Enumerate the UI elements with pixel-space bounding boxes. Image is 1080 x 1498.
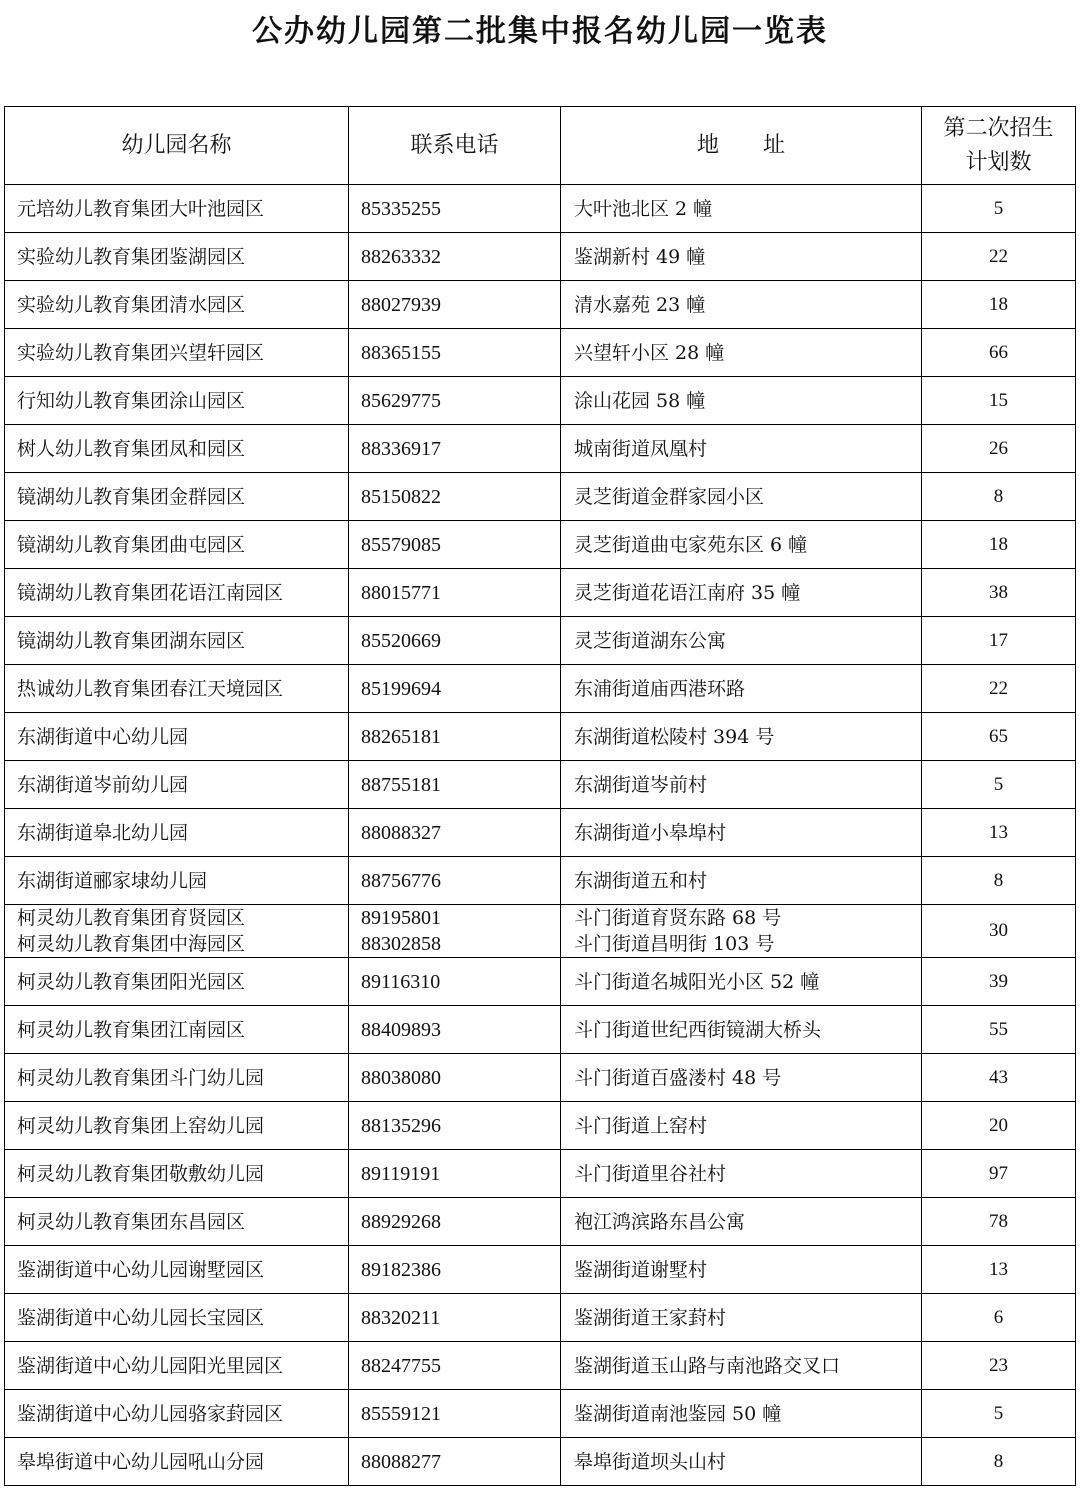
phone-number: 88929268 bbox=[361, 1210, 441, 1233]
phone-number: 89119191 bbox=[361, 1162, 441, 1185]
kindergarten-name-cell bbox=[5, 233, 349, 281]
address-text: 鉴湖街道谢墅村 bbox=[574, 1258, 708, 1281]
table-row bbox=[5, 569, 1076, 617]
kindergarten-name: 东湖街道岑前幼儿园 bbox=[17, 773, 189, 796]
address-cell bbox=[561, 857, 922, 905]
address-cell bbox=[561, 377, 922, 425]
phone-cell bbox=[349, 1438, 561, 1486]
table-row bbox=[5, 905, 1076, 958]
kindergarten-name-cell bbox=[5, 473, 349, 521]
kindergarten-name-cell bbox=[5, 1198, 349, 1246]
phone-cell bbox=[349, 713, 561, 761]
plan-count-cell: 38 bbox=[922, 569, 1076, 617]
phone-number: 85629775 bbox=[361, 389, 441, 412]
address-text: 灵芝街道花语江南府 35 幢 bbox=[574, 581, 801, 604]
table-row bbox=[5, 473, 1076, 521]
phone-cell bbox=[349, 1150, 561, 1198]
table-row bbox=[5, 958, 1076, 1006]
plan-count-cell: 5 bbox=[922, 1390, 1076, 1438]
phone-cell bbox=[349, 905, 561, 958]
plan-count-cell: 8 bbox=[922, 857, 1076, 905]
address-cell bbox=[561, 958, 922, 1006]
kindergarten-name-cell bbox=[5, 1390, 349, 1438]
phone-number: 88027939 bbox=[361, 293, 441, 316]
header-address: 地 址 bbox=[561, 107, 922, 185]
address-cell bbox=[561, 329, 922, 377]
address-text: 东湖街道小皋埠村 bbox=[574, 821, 727, 844]
address-cell bbox=[561, 1102, 922, 1150]
kindergarten-name-cell bbox=[5, 329, 349, 377]
kindergarten-name: 鉴湖街道中心幼儿园阳光里园区 bbox=[17, 1354, 284, 1377]
phone-number: 88263332 bbox=[361, 245, 441, 268]
kindergarten-name-cell bbox=[5, 1006, 349, 1054]
address-cell bbox=[561, 1390, 922, 1438]
address-text: 东浦街道庙西港环路 bbox=[574, 677, 746, 700]
address-cell bbox=[561, 521, 922, 569]
phone-number: 88088327 bbox=[361, 821, 441, 844]
kindergarten-name-cell bbox=[5, 713, 349, 761]
address-text: 鉴湖街道玉山路与南池路交叉口 bbox=[574, 1354, 841, 1377]
phone-cell bbox=[349, 958, 561, 1006]
phone-number: 88336917 bbox=[361, 437, 441, 460]
header-phone: 联系电话 bbox=[349, 107, 561, 185]
table-row bbox=[5, 1150, 1076, 1198]
address-text: 斗门街道上窑村 bbox=[574, 1114, 708, 1137]
address-text: 清水嘉苑 23 幢 bbox=[574, 293, 706, 316]
plan-count-cell: 5 bbox=[922, 761, 1076, 809]
kindergarten-name: 柯灵幼儿教育集团上窑幼儿园 bbox=[17, 1114, 265, 1137]
phone-number: 88756776 bbox=[361, 869, 441, 892]
address-text: 皋埠街道坝头山村 bbox=[574, 1450, 727, 1473]
plan-count-cell: 5 bbox=[922, 185, 1076, 233]
table-row bbox=[5, 1294, 1076, 1342]
address-text: 斗门街道昌明街 103 号 bbox=[574, 933, 775, 955]
table-row bbox=[5, 1342, 1076, 1390]
kindergarten-name-cell bbox=[5, 1246, 349, 1294]
phone-cell bbox=[349, 665, 561, 713]
kindergarten-name: 柯灵幼儿教育集团斗门幼儿园 bbox=[17, 1066, 265, 1089]
address-text: 鉴湖街道南池鉴园 50 幢 bbox=[574, 1402, 782, 1425]
plan-count-cell: 26 bbox=[922, 425, 1076, 473]
phone-cell bbox=[349, 521, 561, 569]
address-cell bbox=[561, 1006, 922, 1054]
plan-count-cell: 8 bbox=[922, 1438, 1076, 1486]
address-text: 斗门街道百盛溇村 48 号 bbox=[574, 1066, 782, 1089]
table-row bbox=[5, 425, 1076, 473]
phone-cell bbox=[349, 809, 561, 857]
plan-count-cell: 39 bbox=[922, 958, 1076, 1006]
address-text: 东湖街道岑前村 bbox=[574, 773, 708, 796]
phone-number: 88755181 bbox=[361, 773, 441, 796]
phone-cell bbox=[349, 425, 561, 473]
header-plan-count: 第二次招生 计划数 bbox=[922, 107, 1076, 185]
kindergarten-name: 镜湖幼儿教育集团曲屯园区 bbox=[17, 533, 246, 556]
phone-number: 89195801 bbox=[361, 907, 441, 929]
address-text: 斗门街道育贤东路 68 号 bbox=[574, 907, 782, 929]
phone-number: 85520669 bbox=[361, 629, 441, 652]
kindergarten-name-cell bbox=[5, 809, 349, 857]
kindergarten-name: 热诚幼儿教育集团春江天境园区 bbox=[17, 677, 284, 700]
address-text: 东湖街道五和村 bbox=[574, 869, 708, 892]
address-cell bbox=[561, 185, 922, 233]
table-row bbox=[5, 281, 1076, 329]
address-cell bbox=[561, 1438, 922, 1486]
table-row bbox=[5, 617, 1076, 665]
table-row bbox=[5, 761, 1076, 809]
address-cell bbox=[561, 233, 922, 281]
table-row bbox=[5, 857, 1076, 905]
table-row bbox=[5, 377, 1076, 425]
phone-cell bbox=[349, 281, 561, 329]
kindergarten-name: 实验幼儿教育集团鉴湖园区 bbox=[17, 245, 246, 268]
plan-count-cell: 18 bbox=[922, 281, 1076, 329]
address-text: 斗门街道名城阳光小区 52 幢 bbox=[574, 970, 820, 993]
phone-cell bbox=[349, 1198, 561, 1246]
table-row bbox=[5, 713, 1076, 761]
phone-cell bbox=[349, 1006, 561, 1054]
kindergarten-name-cell bbox=[5, 761, 349, 809]
phone-cell bbox=[349, 1054, 561, 1102]
table-row bbox=[5, 1246, 1076, 1294]
phone-cell bbox=[349, 233, 561, 281]
phone-number: 88038080 bbox=[361, 1066, 441, 1089]
plan-count-cell: 55 bbox=[922, 1006, 1076, 1054]
address-cell bbox=[561, 569, 922, 617]
kindergarten-name-cell bbox=[5, 1054, 349, 1102]
address-cell bbox=[561, 761, 922, 809]
kindergarten-name: 皋埠街道中心幼儿园吼山分园 bbox=[17, 1450, 265, 1473]
address-text: 灵芝街道金群家园小区 bbox=[574, 485, 765, 508]
plan-count-cell: 97 bbox=[922, 1150, 1076, 1198]
phone-cell bbox=[349, 185, 561, 233]
phone-number: 89182386 bbox=[361, 1258, 441, 1281]
kindergarten-name: 鉴湖街道中心幼儿园谢墅园区 bbox=[17, 1258, 265, 1281]
phone-number: 85335255 bbox=[361, 197, 441, 220]
kindergarten-name-cell bbox=[5, 857, 349, 905]
kindergarten-name: 树人幼儿教育集团凤和园区 bbox=[17, 437, 246, 460]
kindergarten-name-cell bbox=[5, 905, 349, 958]
address-text: 斗门街道世纪西街镜湖大桥头 bbox=[574, 1018, 822, 1041]
phone-cell bbox=[349, 1102, 561, 1150]
plan-count-cell: 6 bbox=[922, 1294, 1076, 1342]
table-row bbox=[5, 1006, 1076, 1054]
kindergarten-name: 柯灵幼儿教育集团阳光园区 bbox=[17, 970, 246, 993]
plan-count-cell: 13 bbox=[922, 1246, 1076, 1294]
phone-number: 88247755 bbox=[361, 1354, 441, 1377]
kindergarten-name: 实验幼儿教育集团兴望轩园区 bbox=[17, 341, 265, 364]
kindergarten-name: 柯灵幼儿教育集团江南园区 bbox=[17, 1018, 246, 1041]
plan-count-cell: 43 bbox=[922, 1054, 1076, 1102]
address-text: 斗门街道里谷社村 bbox=[574, 1162, 727, 1185]
address-cell bbox=[561, 281, 922, 329]
plan-count-cell: 22 bbox=[922, 233, 1076, 281]
table-row bbox=[5, 185, 1076, 233]
table-row bbox=[5, 1198, 1076, 1246]
kindergarten-name-cell bbox=[5, 617, 349, 665]
kindergarten-name-cell bbox=[5, 665, 349, 713]
table-row bbox=[5, 1390, 1076, 1438]
plan-count-cell: 18 bbox=[922, 521, 1076, 569]
table-body bbox=[5, 185, 1076, 1486]
table-row bbox=[5, 329, 1076, 377]
plan-count-cell: 78 bbox=[922, 1198, 1076, 1246]
address-text: 灵芝街道湖东公寓 bbox=[574, 629, 727, 652]
kindergarten-name-cell bbox=[5, 569, 349, 617]
phone-cell bbox=[349, 1342, 561, 1390]
address-text: 鉴湖街道王家葑村 bbox=[574, 1306, 727, 1329]
kindergarten-name-cell bbox=[5, 425, 349, 473]
kindergarten-name: 鉴湖街道中心幼儿园长宝园区 bbox=[17, 1306, 265, 1329]
phone-number: 88365155 bbox=[361, 341, 441, 364]
kindergarten-name: 实验幼儿教育集团清水园区 bbox=[17, 293, 246, 316]
address-cell bbox=[561, 1198, 922, 1246]
address-text: 大叶池北区 2 幢 bbox=[574, 197, 713, 220]
phone-number: 88265181 bbox=[361, 725, 441, 748]
phone-cell bbox=[349, 1390, 561, 1438]
address-cell bbox=[561, 1342, 922, 1390]
kindergarten-name: 东湖街道中心幼儿园 bbox=[17, 725, 189, 748]
kindergarten-name: 柯灵幼儿教育集团育贤园区 bbox=[17, 907, 246, 929]
plan-count-cell: 8 bbox=[922, 473, 1076, 521]
table-row bbox=[5, 521, 1076, 569]
phone-number: 88320211 bbox=[361, 1306, 441, 1329]
address-cell bbox=[561, 665, 922, 713]
table-row bbox=[5, 809, 1076, 857]
kindergarten-name: 镜湖幼儿教育集团花语江南园区 bbox=[17, 581, 284, 604]
phone-cell bbox=[349, 569, 561, 617]
address-cell bbox=[561, 617, 922, 665]
address-cell bbox=[561, 1150, 922, 1198]
phone-number: 88135296 bbox=[361, 1114, 441, 1137]
plan-count-cell: 15 bbox=[922, 377, 1076, 425]
address-cell bbox=[561, 425, 922, 473]
kindergarten-name-cell bbox=[5, 1342, 349, 1390]
kindergarten-name: 镜湖幼儿教育集团湖东园区 bbox=[17, 629, 246, 652]
phone-cell bbox=[349, 857, 561, 905]
table-row bbox=[5, 1102, 1076, 1150]
kindergarten-name: 东湖街道皋北幼儿园 bbox=[17, 821, 189, 844]
plan-count-cell: 17 bbox=[922, 617, 1076, 665]
phone-cell bbox=[349, 761, 561, 809]
plan-count-cell: 23 bbox=[922, 1342, 1076, 1390]
address-cell bbox=[561, 473, 922, 521]
kindergarten-name: 柯灵幼儿教育集团中海园区 bbox=[17, 933, 246, 955]
phone-cell bbox=[349, 1246, 561, 1294]
address-cell bbox=[561, 1054, 922, 1102]
page-title: 公办幼儿园第二批集中报名幼儿园一览表 bbox=[252, 14, 828, 49]
kindergarten-name-cell bbox=[5, 1438, 349, 1486]
kindergarten-name: 行知幼儿教育集团涂山园区 bbox=[17, 389, 246, 412]
kindergarten-name: 柯灵幼儿教育集团东昌园区 bbox=[17, 1210, 246, 1233]
phone-cell bbox=[349, 473, 561, 521]
plan-count-cell: 13 bbox=[922, 809, 1076, 857]
table-row bbox=[5, 1438, 1076, 1486]
kindergarten-name-cell bbox=[5, 1150, 349, 1198]
address-cell bbox=[561, 905, 922, 958]
phone-number: 85579085 bbox=[361, 533, 441, 556]
phone-cell bbox=[349, 617, 561, 665]
address-text: 鉴湖新村 49 幢 bbox=[574, 245, 706, 268]
phone-number: 88409893 bbox=[361, 1018, 441, 1041]
plan-count-cell: 22 bbox=[922, 665, 1076, 713]
plan-count-cell: 65 bbox=[922, 713, 1076, 761]
kindergarten-table bbox=[4, 106, 1076, 1486]
plan-count-cell: 30 bbox=[922, 905, 1076, 958]
kindergarten-name-cell bbox=[5, 1102, 349, 1150]
address-cell bbox=[561, 1246, 922, 1294]
address-text: 东湖街道松陵村 394 号 bbox=[574, 725, 775, 748]
phone-number: 88088277 bbox=[361, 1450, 441, 1473]
phone-number: 85199694 bbox=[361, 677, 441, 700]
address-text: 灵芝街道曲屯家苑东区 6 幢 bbox=[574, 533, 808, 556]
kindergarten-name: 鉴湖街道中心幼儿园骆家葑园区 bbox=[17, 1402, 284, 1425]
table-row bbox=[5, 233, 1076, 281]
address-text: 涂山花园 58 幢 bbox=[574, 389, 706, 412]
address-text: 袍江鸿滨路东昌公寓 bbox=[574, 1210, 746, 1233]
table-header-row bbox=[5, 107, 1076, 185]
phone-cell bbox=[349, 329, 561, 377]
address-text: 兴望轩小区 28 幢 bbox=[574, 341, 725, 364]
kindergarten-name-cell bbox=[5, 281, 349, 329]
table-row bbox=[5, 665, 1076, 713]
kindergarten-name: 镜湖幼儿教育集团金群园区 bbox=[17, 485, 246, 508]
phone-number: 85559121 bbox=[361, 1402, 441, 1425]
kindergarten-name-cell bbox=[5, 185, 349, 233]
kindergarten-name-cell bbox=[5, 1294, 349, 1342]
header-name: 幼儿园名称 bbox=[5, 107, 349, 185]
phone-number: 88015771 bbox=[361, 581, 441, 604]
plan-count-cell: 66 bbox=[922, 329, 1076, 377]
address-cell bbox=[561, 1294, 922, 1342]
kindergarten-name: 东湖街道郦家埭幼儿园 bbox=[17, 869, 208, 892]
plan-count-cell: 20 bbox=[922, 1102, 1076, 1150]
kindergarten-name-cell bbox=[5, 377, 349, 425]
address-text: 城南街道凤凰村 bbox=[574, 437, 708, 460]
kindergarten-name: 元培幼儿教育集团大叶池园区 bbox=[17, 197, 265, 220]
phone-number: 88302858 bbox=[361, 933, 441, 955]
address-cell bbox=[561, 809, 922, 857]
table-row bbox=[5, 1054, 1076, 1102]
address-cell bbox=[561, 713, 922, 761]
phone-cell bbox=[349, 1294, 561, 1342]
phone-number: 89116310 bbox=[361, 970, 441, 993]
kindergarten-name-cell bbox=[5, 958, 349, 1006]
phone-cell bbox=[349, 377, 561, 425]
kindergarten-name: 柯灵幼儿教育集团敬敷幼儿园 bbox=[17, 1162, 265, 1185]
kindergarten-name-cell bbox=[5, 521, 349, 569]
phone-number: 85150822 bbox=[361, 485, 441, 508]
